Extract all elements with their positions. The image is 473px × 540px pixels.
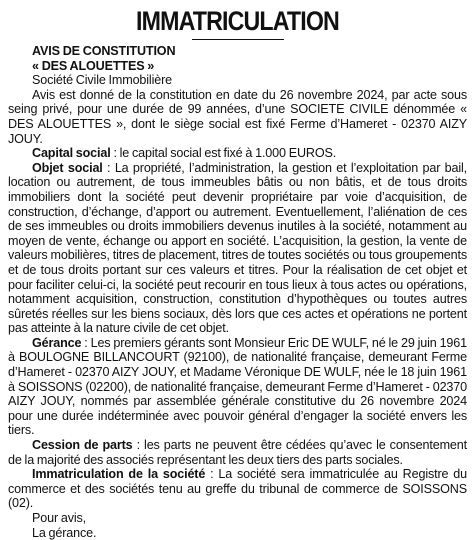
title-underline — [192, 39, 284, 40]
cession-label: Cession de parts — [32, 438, 133, 453]
closing-signature: La gérance. — [32, 525, 97, 540]
gerance-paragraph — [8, 336, 467, 438]
gerance-text: : Les premiers gérants sont Monsieur Eric DE WULF, né le 29 juin 1961 à BOULOGNE BILLANCOURT (92100), de nationalité française, demeurant Ferme d’Hameret - 02370 AIZY JOUY, et Madame Véronique DE WULF, née le 18 juin 1961 à SOISSONS (02200), de nationalité française, demeurant Ferme d’Hameret - 02370 AIZY JOUY, nommés par assemblée générale constitutive du 26 novembre 2024 pour une durée indéterminée avec pouvoir général d’engager la société envers les tiers. — [8, 335, 467, 438]
objet-paragraph — [8, 161, 467, 336]
cession-text: : les parts ne peuvent être cédées qu’avec le consentement de la majorité des associés représentant les deux tiers des parts sociales. — [8, 438, 467, 467]
immatriculation-text: : La société sera immatriculée au Registre du commerce et des sociétés tenu au greffe du tribunal de commerce de SOISSONS (02). — [8, 467, 467, 511]
gerance-label: Gérance — [32, 335, 82, 350]
company-name: « DES ALOUETTES » — [32, 58, 155, 73]
cession-paragraph — [8, 438, 467, 467]
intro-paragraph: Avis est donné de la constitution en date du 26 novembre 2024, par acte sous seing privé, pour une durée de 99 années, d’une SOCIETE CIVILE dénommée « DES ALOUETTES », dont le siège social est fixé Ferme d’Hameret - 02370 AIZY JOUY. — [8, 87, 467, 146]
notice-heading: AVIS DE CONSTITUTION — [32, 44, 176, 58]
objet-label: Objet social — [32, 160, 103, 175]
closing-pour-avis: Pour avis, — [32, 511, 86, 525]
capital-paragraph — [8, 146, 467, 161]
section-title: IMMATRICULATION — [136, 6, 339, 36]
capital-text: : le capital social est fixé à 1.000 EUROS. — [110, 146, 337, 161]
notice-body — [8, 44, 467, 540]
immatriculation-paragraph — [8, 467, 467, 511]
objet-text: : La propriété, l’administration, la gestion et l’exploitation par bail, location ou autrement, de tous immeubles bâtis ou non bâtis, et de tous droits immobiliers dont la société peut devenir propriétaire par voie d’acquisition, de construction, d’échange, d’apport ou autrement. Eventuellement, l’aliénation de ces de ses immeubles ou droits immobiliers devenus inutiles à la société, notamment au moyen de vente, échange ou apport en société. L’acquisition, la gestion, la vente de valeurs mobilières, titres de placement, titres de toutes sociétés ou tous groupements et de tous droits portant sur ces valeurs et titres. Pour la réalisation de cet objet et pour faciliter celui-ci, la société peut recourir en tous lieux à tous actes ou opérations, notamment acquisition, construction, constitution d’hypothèques ou toutes autres sûretés réelles sur les biens sociaux, dès lors que ces actes et opérations ne portent pas atteinte à la nature civile de cet objet. — [8, 160, 467, 336]
company-type: Société Civile Immobilière — [32, 73, 172, 88]
immatriculation-label: Immatriculation de la société — [32, 467, 206, 482]
capital-label: Capital social — [32, 146, 111, 161]
